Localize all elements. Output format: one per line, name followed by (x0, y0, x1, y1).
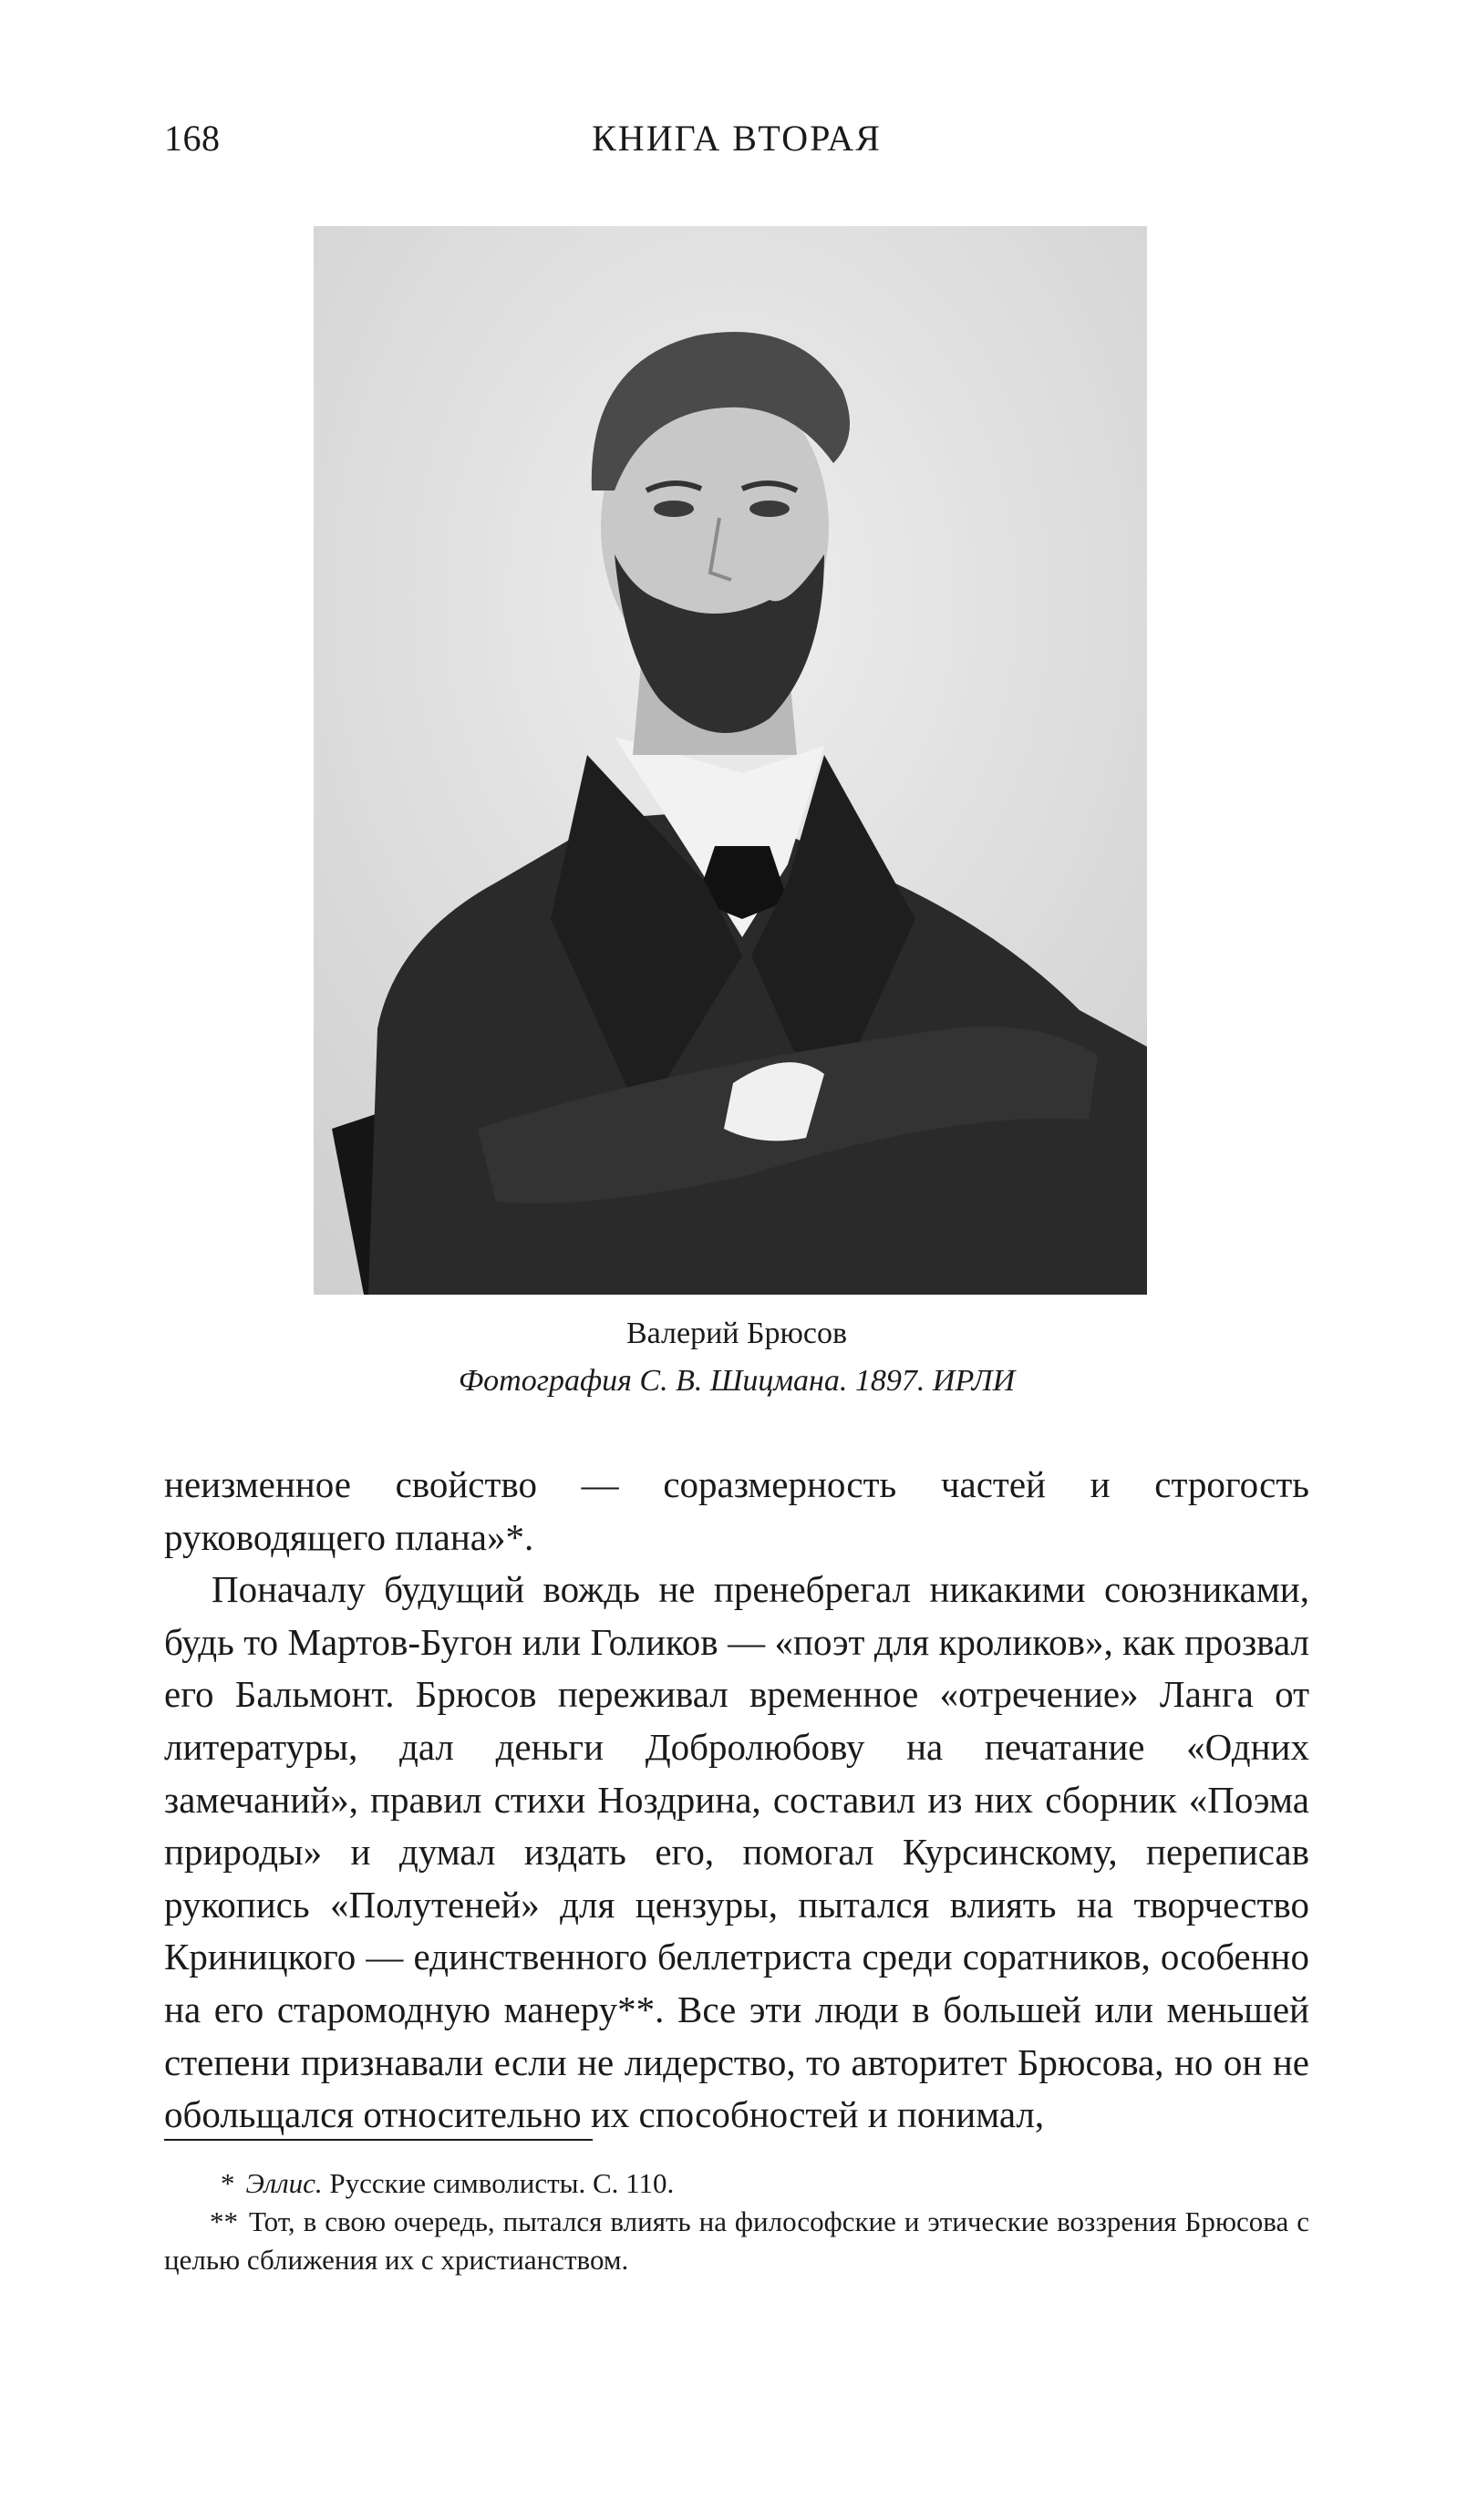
footnote-separator (164, 2139, 593, 2141)
footnote (164, 2164, 1309, 2203)
footnote-mark: * (221, 2167, 235, 2199)
page-number: 168 (164, 118, 221, 159)
paragraph: неизменное свойство — соразмерность частей и строгость руководящего плана»*. (164, 1463, 1309, 1558)
body-text (164, 1459, 1309, 2142)
photo-caption-credit: Фотография С. В. Шицмана. 1897. ИРЛИ (458, 1364, 1016, 1398)
paragraph: Поначалу будущий вождь не пренебрегал никакими союзниками, будь то Мартов-Бугон или Голиков — «поэт для кроликов», как прозвал его Бальмонт. Брюсов переживал временное «отречение» Ланга от литературы, дал деньги Добролюбову на печатание «Одних замечаний», правил стихи Ноздрина, составил из них сборник «Поэма природы» и думал издать его, помогал Курсинскому, переписав рукопись «Полутеней» для цензуры, пытался влиять на творчество Криницкого — единственного беллетриста среди соратников, особенно на его старомодную манеру**. Все эти люди в большей или меньшей степени признавали если не лидерство, то авторитет Брюсова, но он не обольщался относительно их способностей и понимал, (164, 1568, 1309, 2136)
running-head (164, 117, 1309, 171)
portrait-illustration (314, 226, 1147, 1295)
portrait-photo (314, 226, 1147, 1295)
photo-caption-name: Валерий Брюсов (625, 1317, 848, 1350)
footnote-author: Эллис. (245, 2167, 323, 2199)
footnote-text: Русские символисты. С. 110. (329, 2167, 675, 2199)
footnote (164, 2203, 1309, 2279)
running-title: КНИГА ВТОРАЯ (592, 118, 882, 159)
footnotes (164, 2164, 1309, 2279)
footnote-text: Тот, в свою очередь, пытался влиять на философские и этические воззрения Брюсова с целью сближения их с христианством. (164, 2205, 1309, 2276)
footnote-mark: ** (210, 2205, 238, 2237)
